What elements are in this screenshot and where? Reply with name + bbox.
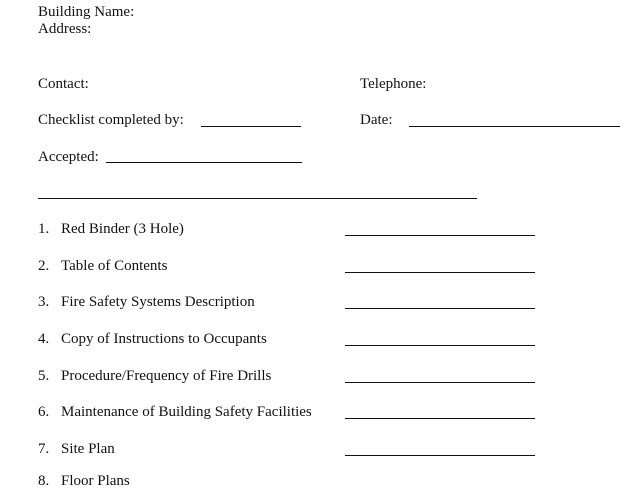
item-check-line[interactable] [345, 235, 535, 236]
item-check-line[interactable] [345, 455, 535, 456]
item-number: 5. [38, 368, 50, 384]
item-label: Maintenance of Building Safety Facilities [61, 404, 312, 420]
item-number: 6. [38, 404, 50, 420]
item-label: Fire Safety Systems Description [61, 294, 255, 310]
completed-by-signature-line[interactable] [201, 126, 301, 127]
item-check-line[interactable] [345, 308, 535, 309]
item-number: 7. [38, 441, 50, 457]
item-check-line[interactable] [345, 418, 535, 419]
checklist-completed-by-label: Checklist completed by: [38, 112, 184, 128]
item-label: Floor Plans [61, 473, 130, 489]
item-number: 4. [38, 331, 50, 347]
item-check-line[interactable] [345, 382, 535, 383]
item-label: Procedure/Frequency of Fire Drills [61, 368, 272, 384]
item-number: 1. [38, 221, 50, 237]
accepted-signature-line[interactable] [106, 162, 302, 163]
date-label: Date: [360, 112, 393, 128]
item-number: 8. [38, 473, 50, 489]
item-label: Red Binder (3 Hole) [61, 221, 184, 237]
item-check-line[interactable] [345, 345, 535, 346]
item-label: Site Plan [61, 441, 115, 457]
item-check-line[interactable] [345, 272, 535, 273]
contact-label: Contact: [38, 76, 89, 92]
date-line[interactable] [409, 126, 620, 127]
telephone-label: Telephone: [360, 76, 427, 92]
item-label: Copy of Instructions to Occupants [61, 331, 267, 347]
item-label: Table of Contents [61, 258, 168, 274]
section-divider [38, 198, 477, 199]
item-number: 3. [38, 294, 50, 310]
address-label: Address: [38, 21, 92, 37]
building-name-label: Building Name: [38, 4, 135, 20]
item-number: 2. [38, 258, 50, 274]
accepted-label: Accepted: [38, 149, 99, 165]
